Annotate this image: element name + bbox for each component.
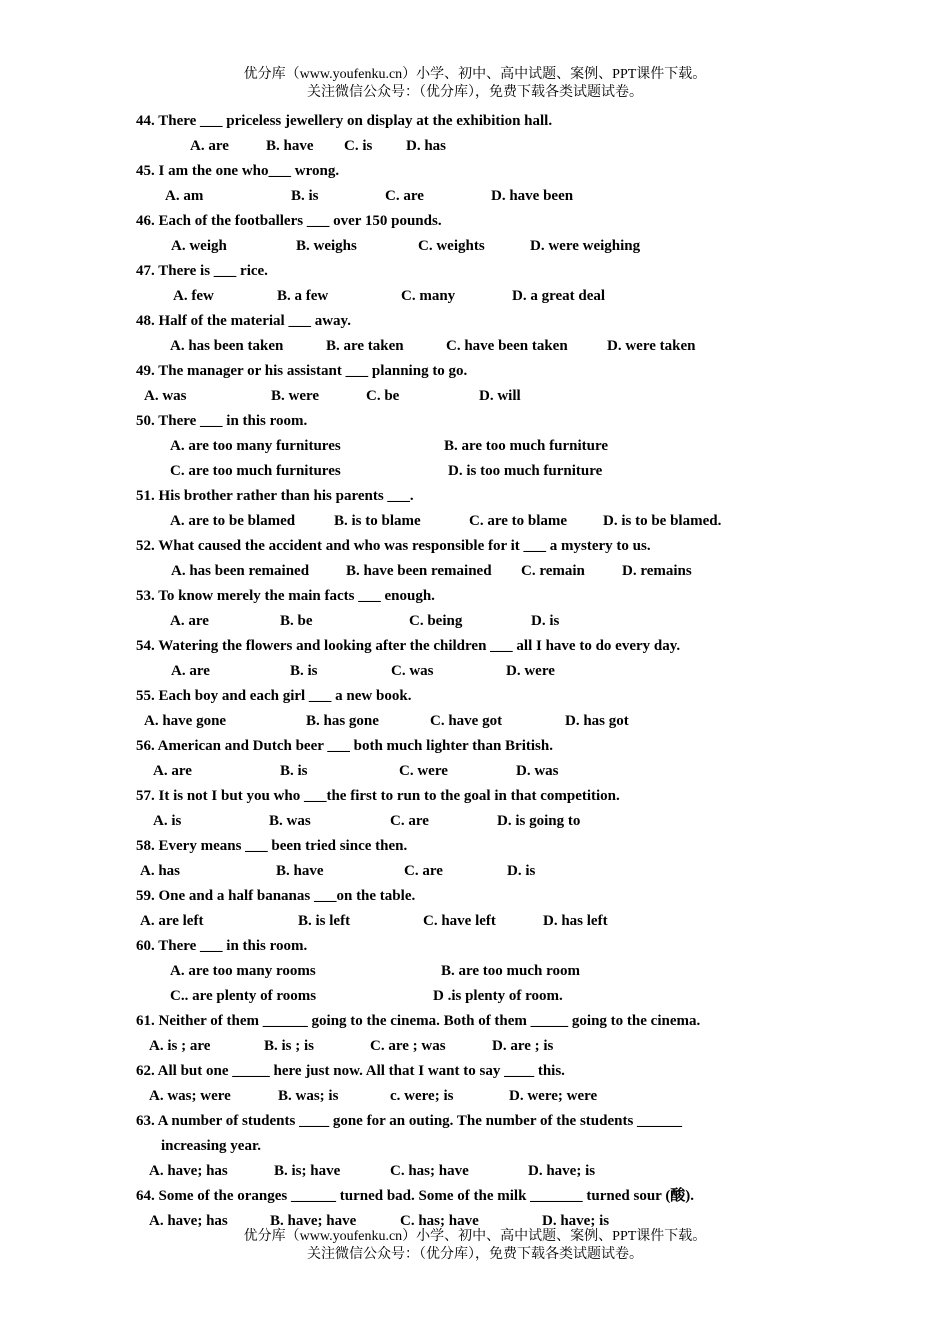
question-list [136, 109, 816, 1234]
option-b: B. is; have [274, 1163, 341, 1179]
option-b: B. are too much room [441, 963, 581, 979]
option-b: B. were [271, 388, 320, 404]
question-55 [136, 684, 816, 734]
option-b: B. is [280, 763, 308, 779]
question-stem: 59. One and a half bananas ___on the table. [136, 888, 416, 904]
option-b: B. is [290, 663, 318, 679]
question-59 [136, 884, 816, 934]
question-46 [136, 209, 816, 259]
option-d: D. have been [491, 188, 574, 204]
question-48 [136, 309, 816, 359]
option-a: A. has been taken [170, 338, 284, 354]
option-a: A. are left [140, 913, 204, 929]
options-row [136, 509, 816, 534]
question-52 [136, 534, 816, 584]
option-d: D. have; is [528, 1163, 596, 1179]
question-49 [136, 359, 816, 409]
footer-line-2: 关注微信公众号：（优分库），免费下载各类试题试卷。 [307, 1247, 643, 1262]
option-d: D. a great deal [512, 288, 606, 304]
question-stem: 61. Neither of them ______ going to the cinema. Both of them _____ going to the cinema. [136, 1013, 701, 1029]
option-a: A. was [144, 388, 187, 404]
option-c: C. has; have [400, 1213, 479, 1229]
option-d: D. has got [565, 713, 629, 729]
question-57 [136, 784, 816, 834]
options-row [136, 709, 816, 734]
option-d: D. have; is [542, 1213, 610, 1229]
question-stem: 56. American and Dutch beer ___ both much lighter than British. [136, 738, 553, 754]
option-a: A. has been remained [171, 563, 310, 579]
question-stem: 44. There ___ priceless jewellery on display at the exhibition hall. [136, 113, 553, 129]
option-b: B. has gone [306, 713, 379, 729]
question-stem: 52. What caused the accident and who was responsible for it ___ a mystery to us. [136, 538, 651, 554]
option-c: C. many [401, 288, 456, 304]
option-d: D. was [516, 763, 559, 779]
option-b: B. have [276, 863, 324, 879]
option-c: C. be [366, 388, 400, 404]
question-45 [136, 159, 816, 209]
option-a: A. are [153, 763, 192, 779]
option-b: B. have [266, 138, 314, 154]
option-c: C. were [399, 763, 448, 779]
question-64 [136, 1184, 816, 1234]
option-a: A. is ; are [149, 1038, 211, 1054]
question-61 [136, 1009, 816, 1059]
options-row [136, 284, 816, 309]
option-c: C. are to blame [469, 513, 568, 529]
option-b: B. was [269, 813, 311, 829]
option-c: C. weights [418, 238, 485, 254]
question-stem: 57. It is not I but you who ___the first to run to the goal in that competition. [136, 788, 620, 804]
option-b: B. is [291, 188, 319, 204]
question-stem-continued: increasing year. [161, 1138, 261, 1154]
option-a: A. weigh [171, 238, 227, 254]
options-row [136, 1084, 816, 1109]
option-d: D. were [506, 663, 555, 679]
header-line-1: 优分库（www.youfenku.cn）小学、初中、高中试题、案例、PPT课件下载。 [243, 67, 707, 82]
question-44 [136, 109, 816, 159]
option-b: B. weighs [296, 238, 357, 254]
option-c: C. is [344, 138, 373, 154]
options-row [136, 984, 816, 1009]
option-c: c. were; is [390, 1088, 454, 1104]
question-62 [136, 1059, 816, 1109]
options-row [136, 659, 816, 684]
option-c: C. are [385, 188, 424, 204]
option-a: A. few [173, 288, 214, 304]
options-row [136, 809, 816, 834]
option-b: B. a few [277, 288, 329, 304]
option-c: C. being [409, 613, 463, 629]
option-c: C. have been taken [446, 338, 568, 354]
option-c: C. remain [521, 563, 585, 579]
option-a: A. is [153, 813, 182, 829]
option-a: A. are too many rooms [170, 963, 316, 979]
question-50 [136, 409, 816, 484]
option-b: B. have; have [270, 1213, 357, 1229]
options-row [136, 234, 816, 259]
option-c: C. has; have [390, 1163, 469, 1179]
option-c: C.. are plenty of rooms [170, 988, 317, 1004]
options-row [136, 459, 816, 484]
option-d: D. is going to [497, 813, 581, 829]
question-stem: 53. To know merely the main facts ___ enough. [136, 588, 435, 604]
option-d: D. are ; is [492, 1038, 554, 1054]
option-d: D. has left [543, 913, 608, 929]
options-row [136, 959, 816, 984]
question-58 [136, 834, 816, 884]
question-stem: 55. Each boy and each girl ___ a new book. [136, 688, 412, 704]
options-row [136, 1034, 816, 1059]
option-a: A. have; has [149, 1163, 228, 1179]
option-a: A. has [140, 863, 181, 879]
options-row [136, 1159, 816, 1184]
option-a: A. have; has [149, 1213, 228, 1229]
option-c: C. have got [430, 713, 503, 729]
option-c: C. was [391, 663, 434, 679]
question-63 [136, 1109, 816, 1184]
question-stem: 54. Watering the flowers and looking after the children ___ all I have to do every day. [136, 638, 681, 654]
option-c: C. are ; was [370, 1038, 446, 1054]
question-stem: 50. There ___ in this room. [136, 413, 308, 429]
option-c: C. have left [423, 913, 496, 929]
footer-line-1: 优分库（www.youfenku.cn）小学、初中、高中试题、案例、PPT课件下载。 [243, 1229, 707, 1244]
question-56 [136, 734, 816, 784]
question-60 [136, 934, 816, 1009]
option-a: A. was; were [149, 1088, 231, 1104]
question-stem: 51. His brother rather than his parents ___. [136, 488, 414, 504]
question-51 [136, 484, 816, 534]
question-53 [136, 584, 816, 634]
question-stem: 60. There ___ in this room. [136, 938, 308, 954]
options-row [136, 434, 816, 459]
question-stem: 46. Each of the footballers ___ over 150 pounds. [136, 213, 442, 229]
options-row [136, 184, 816, 209]
option-b: B. is ; is [264, 1038, 315, 1054]
option-b: B. is to blame [334, 513, 421, 529]
options-row [136, 909, 816, 934]
options-row [136, 859, 816, 884]
question-47 [136, 259, 816, 309]
option-a: A. are [171, 663, 210, 679]
option-d: D. is [531, 613, 560, 629]
question-stem: 58. Every means ___ been tried since then. [136, 838, 408, 854]
option-d: D. is too much furniture [448, 463, 603, 479]
option-b: B. are too much furniture [444, 438, 609, 454]
question-stem: 64. Some of the oranges ______ turned bad. Some of the milk _______ turned sour (酸). [136, 1188, 695, 1204]
option-b: B. is left [298, 913, 351, 929]
option-b: B. are taken [326, 338, 404, 354]
option-a: A. are to be blamed [170, 513, 296, 529]
question-54 [136, 634, 816, 684]
options-row [136, 334, 816, 359]
question-stem: 45. I am the one who___ wrong. [136, 163, 340, 179]
option-b: B. have been remained [346, 563, 492, 579]
option-d: D .is plenty of room. [433, 988, 563, 1004]
option-a: A. have gone [144, 713, 227, 729]
options-row [136, 384, 816, 409]
option-a: A. are [170, 613, 209, 629]
option-d: D. is [507, 863, 536, 879]
question-stem: 62. All but one _____ here just now. All that I want to say ____ this. [136, 1063, 565, 1079]
option-b: B. was; is [278, 1088, 339, 1104]
header-line-2: 关注微信公众号：（优分库），免费下载各类试题试卷。 [307, 85, 643, 100]
option-d: D. is to be blamed. [603, 513, 722, 529]
question-stem: 48. Half of the material ___ away. [136, 313, 351, 329]
question-stem: 63. A number of students ____ gone for an outing. The number of the students ______ [136, 1113, 683, 1129]
option-b: B. be [280, 613, 313, 629]
option-d: D. will [479, 388, 521, 404]
option-a: A. am [165, 188, 204, 204]
options-row [136, 609, 816, 634]
option-c: C. are [404, 863, 443, 879]
option-c: C. are [390, 813, 429, 829]
option-d: D. were taken [607, 338, 696, 354]
options-row [136, 134, 816, 159]
option-d: D. remains [622, 563, 692, 579]
question-stem: 49. The manager or his assistant ___ planning to go. [136, 363, 468, 379]
page-footer [0, 1228, 950, 1264]
option-d: D. has [406, 138, 447, 154]
option-c: C. are too much furnitures [170, 463, 341, 479]
options-row [136, 559, 816, 584]
page-header [0, 66, 950, 102]
options-row [136, 759, 816, 784]
option-a: A. are [190, 138, 229, 154]
option-d: D. were weighing [530, 238, 641, 254]
option-a: A. are too many furnitures [170, 438, 341, 454]
option-d: D. were; were [509, 1088, 598, 1104]
question-stem: 47. There is ___ rice. [136, 263, 268, 279]
